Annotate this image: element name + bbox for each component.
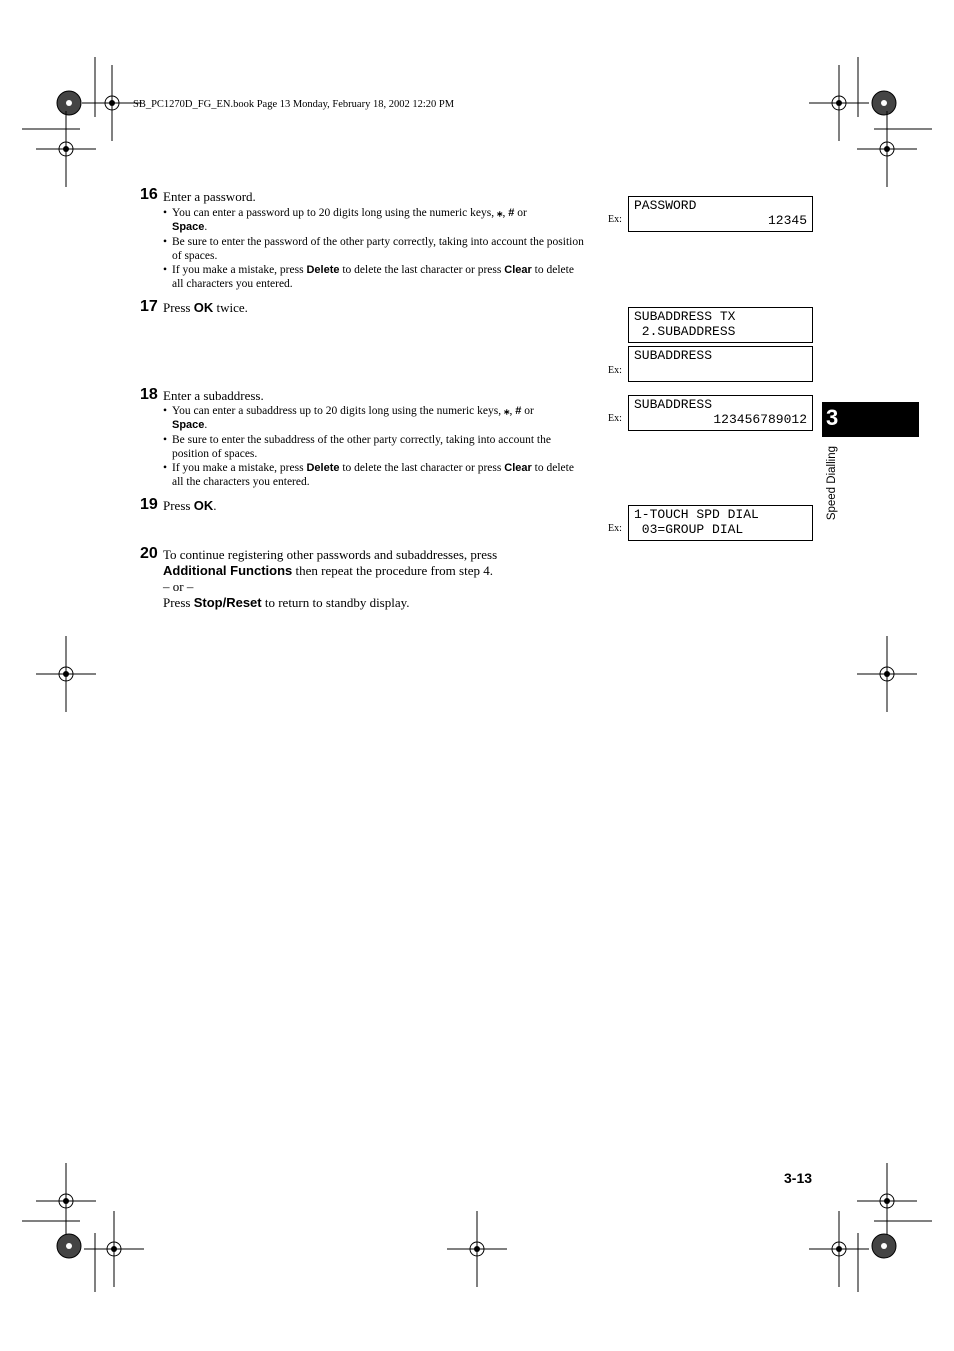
chapter-tab: 3 <box>822 402 919 437</box>
note: • If you make a mistake, press Delete to delete the last character or press Clear to delete all the characters you entered. <box>163 461 588 490</box>
lcd-display-password: PASSWORD 12345 <box>628 196 813 232</box>
step-instruction: Press OK. <box>163 498 217 513</box>
note: • You can enter a password up to 20 digits long using the numeric keys, ⁎, # or Space. <box>163 206 588 235</box>
note: • Be sure to enter the password of the other party correctly, taking into account the position of spaces. <box>163 235 588 264</box>
example-label: Ex: <box>608 214 622 225</box>
page-number: 3-13 <box>784 1170 813 1186</box>
step-instruction: Press OK twice. <box>163 300 248 315</box>
lcd-display-subaddress-empty: SUBADDRESS <box>628 346 813 382</box>
chapter-side-label: Speed Dialling <box>826 446 838 521</box>
step-18-notes <box>163 404 588 490</box>
lcd-display-subaddress-tx: SUBADDRESS TX 2.SUBADDRESS <box>628 307 813 343</box>
step-number: 18 <box>140 386 158 403</box>
example-label: Ex: <box>608 365 622 376</box>
note: • If you make a mistake, press Delete to delete the last character or press Clear to delete all characters you entered. <box>163 263 588 292</box>
lcd-display-subaddress-entered: SUBADDRESS 123456789012 <box>628 395 813 431</box>
step-number: 19 <box>140 496 158 513</box>
step-instruction: To continue registering other passwords and subaddresses, press Additional Functions then repeat the procedure from step 4. – or – Press Stop/Reset to return to standby display. <box>163 547 498 610</box>
step-number: 16 <box>140 186 158 203</box>
step-number: 20 <box>140 545 158 562</box>
step-16-notes <box>163 206 588 292</box>
example-label: Ex: <box>608 523 622 534</box>
note: • Be sure to enter the subaddress of the other party correctly, taking into account the position of spaces. <box>163 433 588 462</box>
note: • You can enter a subaddress up to 20 digits long using the numeric keys, ⁎, # or Space. <box>163 404 588 433</box>
lcd-display-speed-dial: 1-TOUCH SPD DIAL 03=GROUP DIAL <box>628 505 813 541</box>
step-number: 17 <box>140 298 158 315</box>
step-instruction: Enter a password. <box>163 189 256 204</box>
file-header: SB_PC1270D_FG_EN.book Page 13 Monday, February 18, 2002 12:20 PM <box>133 99 455 110</box>
step-instruction: Enter a subaddress. <box>163 388 264 403</box>
example-label: Ex: <box>608 413 622 424</box>
